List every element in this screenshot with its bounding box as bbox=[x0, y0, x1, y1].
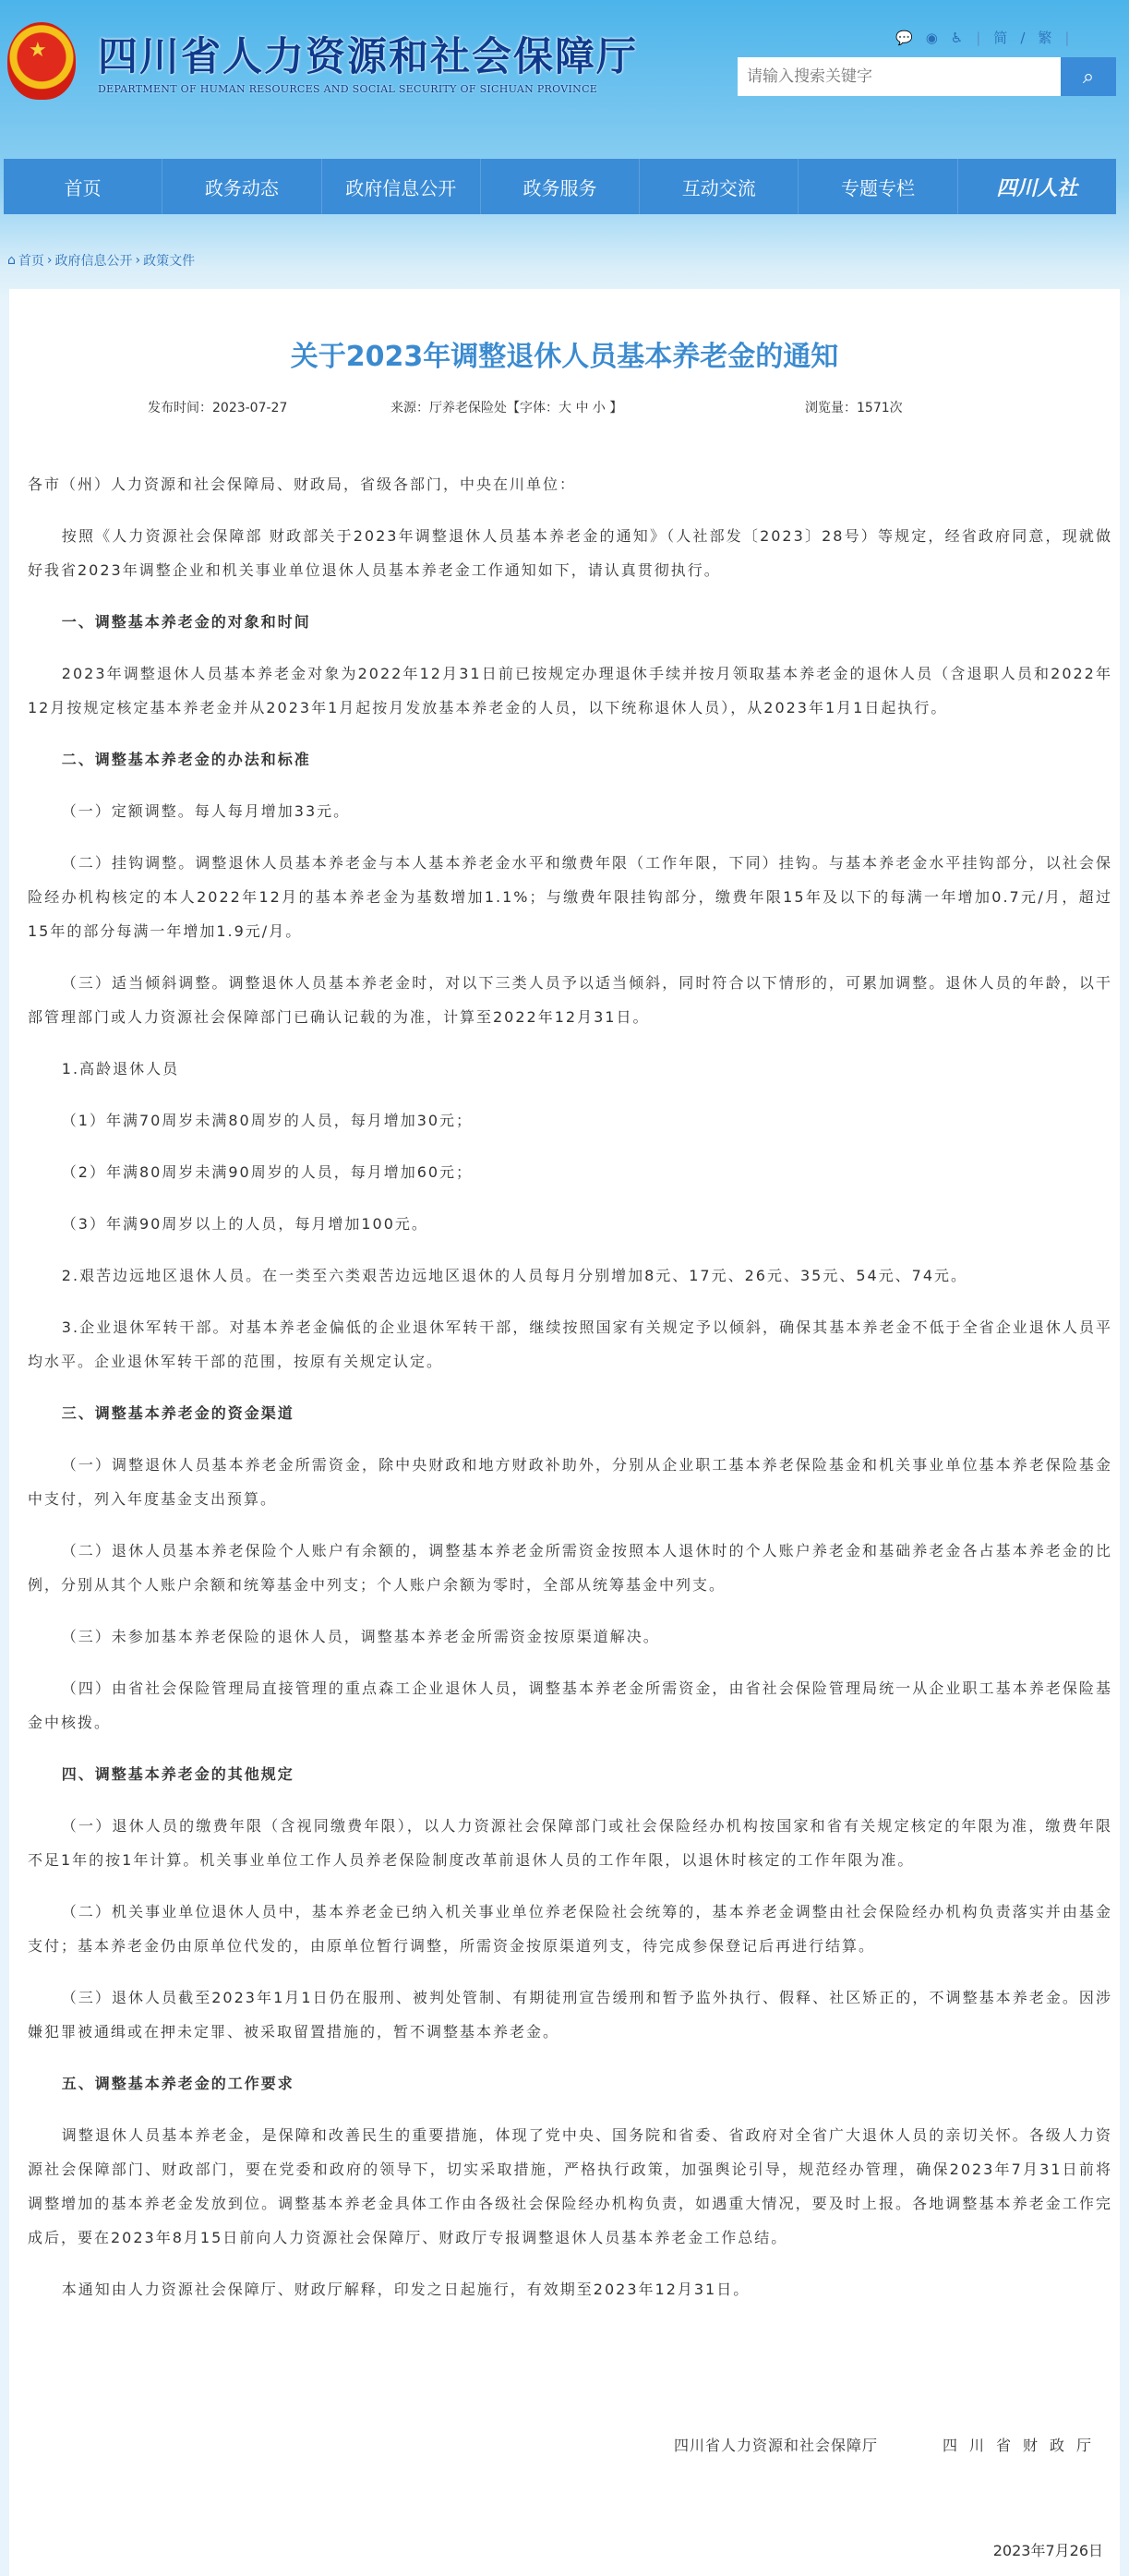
weibo-icon[interactable]: ◉ bbox=[925, 29, 938, 46]
nav-government-services[interactable]: 政务服务 bbox=[481, 159, 640, 214]
paragraph: （三）退休人员截至2023年1月1日仍在服刑、被判处管制、有期徒刑宣告缓刑和暂予监外执行、假释、社区矫正的，不调整基本养老金。因涉嫌犯罪被通缉或在押未定罪、被采取留置措施的，暂不调整基本养老金。 bbox=[28, 1989, 1112, 2040]
search-button[interactable] bbox=[1061, 57, 1116, 96]
article-body bbox=[28, 467, 1112, 2324]
signatory-hrss: 四川省人力资源和社会保障厅 bbox=[673, 2437, 878, 2454]
publish-time: 发布时间：2023-07-27 bbox=[148, 401, 288, 415]
chevron-right-icon: › bbox=[46, 253, 53, 268]
paragraph: （二）挂钩调整。调整退休人员基本养老金与本人基本养老金水平和缴费年限（工作年限，下同）挂钩。与基本养老金水平挂钩部分，以社会保险经办机构核定的本人2022年12月的基本养老金为基数增加1.1%；与缴费年限挂钩部分，缴费年限15年及以下的每满一年增加0.7元/月，超过15年的部分每满一年增加1.9元/月。 bbox=[28, 854, 1112, 940]
paragraph: 2.艰苦边远地区退休人员。在一类至六类艰苦边远地区退休的人员每月分别增加8元、17元、26元、35元、54元、74元。 bbox=[61, 1267, 968, 1284]
paragraph: （1）年满70周岁未满80周岁的人员，每月增加30元； bbox=[61, 1112, 474, 1129]
signatories bbox=[674, 2434, 1103, 2455]
accessibility-icon[interactable]: ♿ bbox=[950, 29, 964, 46]
paragraph: 调整退休人员基本养老金，是保障和改善民生的重要措施，体现了党中央、国务院和省委、省政府对全省广大退休人员的亲切关怀。各级人力资源社会保障部门、财政部门，要在党委和政府的领导下，切实采取措施，严格执行政策，加强舆论引导，规范经办管理，确保2023年7月31日前将调整增加的基本养老金发放到位。调整基本养老金具体工作由各级社会保险经办机构负责，如遇重大情况，要及时上报。各地调整基本养老金工作完成后，要在2023年8月15日前向人力资源社会保障厅、财政厅专报调整退休人员基本养老金工作总结。 bbox=[28, 2126, 1112, 2246]
nav-home[interactable]: 首页 bbox=[4, 159, 162, 214]
section-heading: 一、调整基本养老金的对象和时间 bbox=[61, 613, 311, 631]
paragraph: 1.高龄退休人员 bbox=[61, 1060, 180, 1077]
paragraph: （四）由省社会保险管理局直接管理的重点森工企业退休人员，调整基本养老金所需资金，由省社会保险管理局统一从企业职工基本养老保险基金中核拨。 bbox=[28, 1679, 1112, 1731]
paragraph: 3.企业退休军转干部。对基本养老金偏低的企业退休军转干部，继续按照国家有关规定予以倾斜，确保其基本养老金不低于全省企业退休人员平均水平。企业退休军转干部的范围，按原有关规定认定。 bbox=[28, 1318, 1112, 1370]
paragraph: （3）年满90周岁以上的人员，每月增加100元。 bbox=[61, 1215, 428, 1233]
article-title: 关于2023年调整退休人员基本养老金的通知 bbox=[290, 341, 839, 373]
paragraph: （三）未参加基本养老保险的退休人员，调整基本养老金所需资金按原渠道解决。 bbox=[61, 1628, 660, 1645]
paragraph: （一）退休人员的缴费年限（含视同缴费年限），以人力资源社会保障部门或社会保险经办机构按国家和省有关规定核定的年限为准，缴费年限不足1年的按1年计算。机关事业单位工作人员养老保险制度改革前退休人员的工作年限，以退休时核定的工作年限为准。 bbox=[28, 1817, 1112, 1869]
section-heading: 二、调整基本养老金的办法和标准 bbox=[61, 751, 311, 768]
divider: | bbox=[1064, 29, 1070, 46]
paragraph: （一）调整退休人员基本养老金所需资金，除中央财政和地方财政补助外，分别从企业职工基本养老保险基金和机关事业单位基本养老保险基金中支付，列入年度基金支出预算。 bbox=[28, 1456, 1112, 1508]
home-icon: ⌂ bbox=[7, 253, 16, 268]
paragraph: （一）定额调整。每人每月增加33元。 bbox=[61, 802, 351, 820]
nav-information-disclosure[interactable]: 政府信息公开 bbox=[322, 159, 481, 214]
paragraph: 各市（州）人力资源和社会保障局、财政局，省级各部门，中央在川单位： bbox=[28, 475, 577, 493]
nav-interaction[interactable]: 互动交流 bbox=[640, 159, 799, 214]
view-count: 浏览量：1571次 bbox=[805, 401, 903, 415]
article-container bbox=[9, 289, 1120, 2576]
search-bar bbox=[738, 57, 1116, 96]
issue-date: 2023年7月26日 bbox=[992, 2542, 1103, 2559]
main-nav bbox=[4, 159, 1116, 214]
section-heading: 四、调整基本养老金的其他规定 bbox=[61, 1765, 294, 1783]
paragraph: 2023年调整退休人员基本养老金对象为2022年12月31日前已按规定办理退休手续并按月领取基本养老金的退休人员（含退职人员和2022年12月按规定核定基本养老金并从2023年1月起按月发放基本养老金的人员，以下统称退休人员），从2023年1月1日起执行。 bbox=[28, 665, 1112, 716]
search-icon: ⌕ bbox=[1082, 65, 1095, 88]
wechat-icon[interactable]: 💬 bbox=[895, 29, 913, 46]
national-emblem-logo: ★ bbox=[7, 22, 76, 100]
lang-separator: / bbox=[1020, 29, 1026, 46]
paragraph: 按照《人力资源社会保障部 财政部关于2023年调整退休人员基本养老金的通知》（人社部发〔2023〕28号）等规定，经省政府同意，现就做好我省2023年调整企业和机关事业单位退休人员基本养老金工作通知如下，请认真贯彻执行。 bbox=[28, 527, 1112, 579]
site-subtitle: DEPARTMENT OF HUMAN RESOURCES AND SOCIAL SECURITY OF SICHUAN PROVINCE bbox=[98, 83, 598, 95]
paragraph: （2）年满80周岁未满90周岁的人员，每月增加60元； bbox=[61, 1163, 474, 1181]
signatory-finance: 四川省财政厅 bbox=[942, 2437, 1103, 2454]
breadcrumb bbox=[7, 251, 195, 270]
site-title[interactable]: 四川省人力资源和社会保障厅 bbox=[98, 34, 638, 80]
section-heading: 三、调整基本养老金的资金渠道 bbox=[61, 1404, 294, 1422]
paragraph: （三）适当倾斜调整。调整退休人员基本养老金时，对以下三类人员予以适当倾斜，同时符合以下情形的，可累加调整。退休人员的年龄，以干部管理部门或人力资源社会保障部门已确认记载的为准，计算至2022年12月31日。 bbox=[28, 974, 1112, 1026]
nav-government-news[interactable]: 政务动态 bbox=[162, 159, 321, 214]
nav-sichuan-renshe-logo[interactable]: 四川人社 bbox=[996, 175, 1078, 200]
divider: | bbox=[976, 29, 981, 46]
chevron-right-icon: › bbox=[135, 253, 141, 268]
site-header bbox=[0, 0, 1129, 157]
simplified-chinese-link[interactable]: 简 bbox=[993, 30, 1008, 46]
traditional-chinese-link[interactable]: 繁 bbox=[1038, 30, 1052, 46]
paragraph: （二）退休人员基本养老保险个人账户有余额的，调整基本养老金所需资金按照本人退休时的个人账户养老金和基础养老金各占基本养老金的比例，分别从其个人账户余额和统筹基金中列支；个人账户余额为零时，全部从统筹基金中列支。 bbox=[28, 1542, 1112, 1594]
search-input[interactable] bbox=[738, 57, 1061, 96]
breadcrumb-policy-docs[interactable]: 政策文件 bbox=[143, 254, 196, 269]
breadcrumb-info-disclosure[interactable]: 政府信息公开 bbox=[54, 254, 133, 269]
nav-special-topics[interactable]: 专题专栏 bbox=[799, 159, 957, 214]
paragraph: 本通知由人力资源社会保障厅、财政厅解释，印发之日起施行，有效期至2023年12月31日。 bbox=[61, 2281, 751, 2298]
source-and-font-size[interactable]: 来源：厅养老保险处【字体：大 中 小 】 bbox=[390, 401, 623, 415]
breadcrumb-home[interactable]: 首页 bbox=[18, 254, 44, 269]
header-tools bbox=[895, 28, 1069, 47]
section-heading: 五、调整基本养老金的工作要求 bbox=[61, 2075, 294, 2092]
paragraph: （二）机关事业单位退休人员中，基本养老金已纳入机关事业单位养老保险社会统筹的，基本养老金调整由社会保险经办机构负责落实并由基金支付；基本养老金仍由原单位代发的，由原单位暂行调整，所需资金按原渠道列支，待完成参保登记后再进行结算。 bbox=[28, 1903, 1112, 1955]
